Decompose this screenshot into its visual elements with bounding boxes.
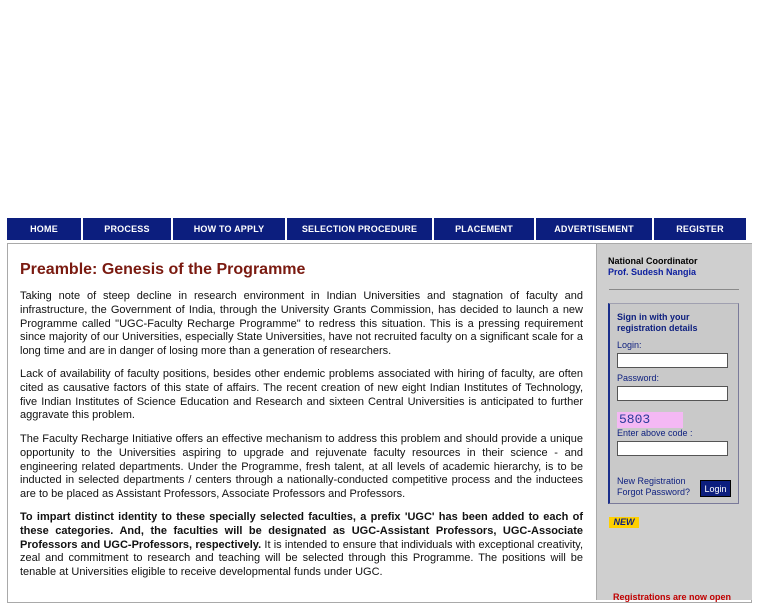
paragraph-2: Lack of availability of faculty positions, besides other endemic problems associated with hiring of faculty, are often cited as causative factors of this state of affairs. The recent creation of new eight Indian Institutes of Technology, five Indian Institutes of Science Education and Research and sixteen Central Universities is anticipated to further aggravate this problem. [20, 368, 583, 422]
password-field-label: Password: [617, 373, 660, 383]
captcha-field-label: Enter above code : [617, 428, 693, 438]
paragraph-4 [20, 511, 583, 580]
captcha-input[interactable] [617, 441, 728, 456]
login-field-label: Login: [617, 340, 642, 350]
sidebar-divider [609, 289, 739, 290]
login-panel-title: Sign in with your registration details [617, 312, 698, 333]
coordinator-name: Prof. Sudesh Nangia [608, 267, 697, 277]
coordinator-label: National Coordinator [608, 256, 698, 266]
login-button[interactable]: Login [700, 480, 731, 497]
paragraph-4-emphasis: To impart distinct identity to these specially selected faculties, a prefix 'UGC' has been added to each of these categories. And, the faculties will be designated as UGC-Assistant Professors, UGC-Associate Professors and UGC-Professors, respectively. [20, 511, 583, 551]
main-navigation [7, 218, 746, 240]
captcha-image: 5803 [617, 412, 683, 428]
nav-process[interactable]: PROCESS [83, 218, 171, 240]
new-registration-link[interactable]: New Registration [617, 476, 686, 486]
nav-selection-procedure[interactable]: SELECTION PROCEDURE [287, 218, 432, 240]
forgot-password-link[interactable]: Forgot Password? [617, 487, 691, 497]
nav-home[interactable]: HOME [7, 218, 81, 240]
login-input[interactable] [617, 353, 728, 368]
paragraph-4-text: It is intended to ensure that individuals with exceptional creativity, zeal and commitment to research and teaching will be selected through this Programme. The positions will be tenable at Universities eligible to receive developmental funds under UGC. [20, 538, 583, 579]
paragraph-3: The Faculty Recharge Initiative offers an effective mechanism to address this problem and should provide a unique opportunity to the Universities aspiring to upgrade and rejuvenate faculty resources in their science - and engineering related departments. Under the Programme, fresh talent, at all levels of academic hierarchy, is to be inducted in selected departments / centers through a nationally-conducted competitive process and the inductees are to be placed as Assistant Professors, Associate Professors and Professors. [20, 433, 583, 501]
password-input[interactable] [617, 386, 728, 401]
paragraph-1: Taking note of steep decline in research environment in Indian Universities and stagnation of faculty and infrastructure, the Government of India, through the University Grants Commission, has decided to launch a new Programme called "UGC-Faculty Recharge Programme" to redress this situation. This is a pressing requirement since majority of our Universities, especially State Universities, have not recruited faculty on a significant scale for a long time and are in danger of losing more than a generation of researchers. [20, 290, 583, 358]
registrations-open-notice[interactable]: Registrations are now open [613, 592, 732, 602]
new-badge: NEW [609, 517, 639, 528]
nav-register[interactable]: REGISTER [654, 218, 746, 240]
nav-placement[interactable]: PLACEMENT [434, 218, 534, 240]
nav-how-to-apply[interactable]: HOW TO APPLY [173, 218, 285, 240]
nav-advertisement[interactable]: ADVERTISEMENT [536, 218, 652, 240]
page-title: Preamble: Genesis of the Programme [20, 261, 306, 278]
